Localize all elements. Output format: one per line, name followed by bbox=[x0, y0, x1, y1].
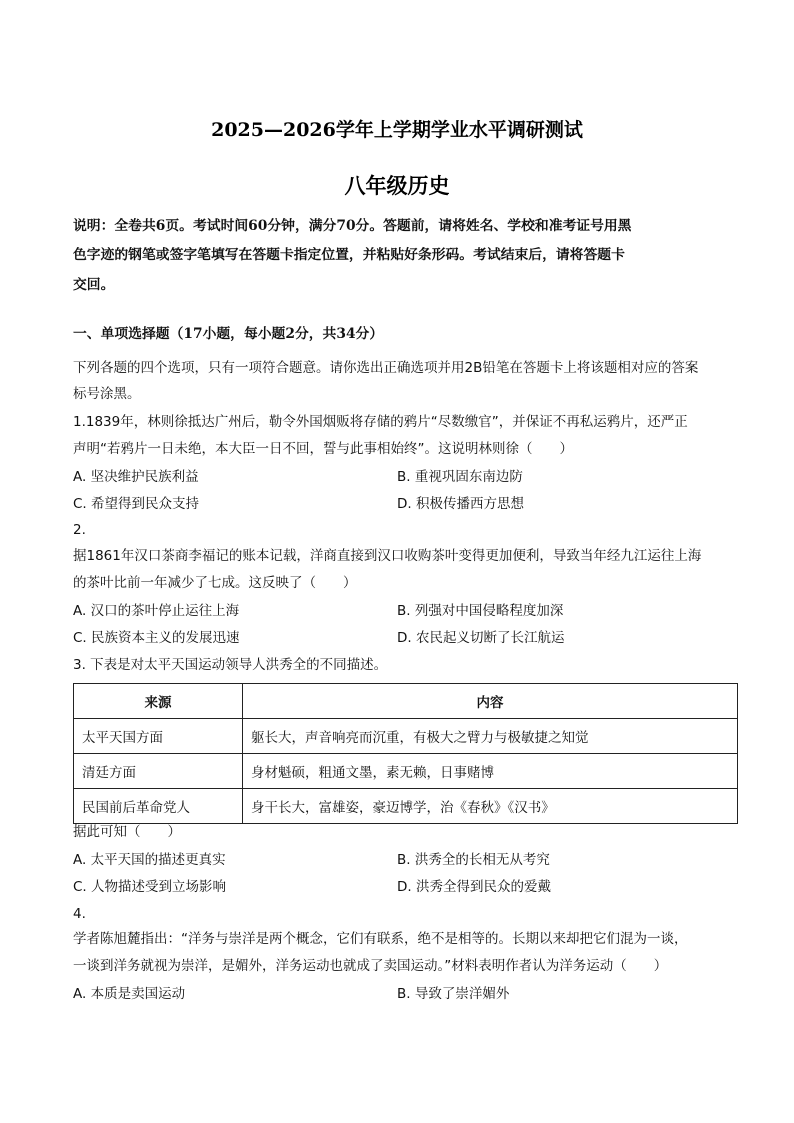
question-4-option-a: A. 本质是卖国运动 bbox=[73, 986, 186, 1002]
table-header-source: 来源 bbox=[74, 684, 243, 719]
question-2-option-b: B. 列强对中国侵略程度加深 bbox=[397, 603, 564, 619]
table-cell-source: 民国前后革命党人 bbox=[74, 789, 243, 824]
question-3-option-b: B. 洪秀全的长相无从考究 bbox=[397, 852, 550, 868]
question-3-option-d: D. 洪秀全得到民众的爱戴 bbox=[397, 879, 551, 895]
instructions-line-1: 说明：全卷共6页。考试时间60分钟，满分70分。答题前，请将姓名、学校和准考证号用黑 bbox=[73, 218, 632, 234]
question-2-option-d: D. 农民起义切断了长江航运 bbox=[397, 630, 565, 646]
table-cell-content: 身干长大，富雄姿，豪迈博学，治《春秋》《汉书》 bbox=[243, 789, 738, 824]
question-3-text: 3. 下表是对太平天国运动领导人洪秀全的不同描述。 bbox=[73, 657, 388, 673]
table-cell-content: 身材魁硕，粗通文墨，素无赖，日事赌博 bbox=[243, 754, 738, 789]
question-1-option-d: D. 积极传播西方思想 bbox=[397, 496, 524, 512]
table-row bbox=[74, 754, 738, 789]
table-row bbox=[74, 719, 738, 754]
question-4-number: 4. bbox=[73, 906, 86, 922]
question-3-option-a: A. 太平天国的描述更真实 bbox=[73, 852, 226, 868]
question-1-text-line-2: 声明“若鸦片一日未绝，本大臣一日不回，誓与此事相始终”。这说明林则徐（ ） bbox=[73, 441, 573, 457]
question-1-option-a: A. 坚决维护民族利益 bbox=[73, 469, 199, 485]
question-1-option-c: C. 希望得到民众支持 bbox=[73, 496, 200, 512]
question-4-option-b: B. 导致了崇洋媚外 bbox=[397, 986, 510, 1002]
table-cell-source: 太平天国方面 bbox=[74, 719, 243, 754]
question-2-option-a: A. 汉口的茶叶停止运往上海 bbox=[73, 603, 240, 619]
table-cell-content: 躯长大，声音响亮而沉重，有极大之臂力与极敏捷之知觉 bbox=[243, 719, 738, 754]
table-cell-source: 清廷方面 bbox=[74, 754, 243, 789]
question-2-number: 2. bbox=[73, 522, 86, 538]
question-1-option-b: B. 重视巩固东南边防 bbox=[397, 469, 523, 485]
exam-subject: 八年级历史 bbox=[344, 173, 450, 198]
question-3-option-c: C. 人物描述受到立场影响 bbox=[73, 879, 227, 895]
table-row bbox=[74, 789, 738, 824]
section-intro-line-1: 下列各题的四个选项，只有一项符合题意。请你选出正确选项并用2B铅笔在答题卡上将该题相对应的答案 bbox=[73, 360, 699, 376]
table-header-content: 内容 bbox=[243, 684, 738, 719]
instructions-line-3: 交回。 bbox=[73, 277, 115, 293]
section-heading: 一、单项选择题（17小题，每小题2分，共34分） bbox=[73, 326, 384, 342]
question-2-text-line-2: 的茶叶比前一年减少了七成。这反映了（ ） bbox=[73, 575, 357, 591]
question-4-text-line-2: 一谈到洋务就视为崇洋，是媚外，洋务运动也就成了卖国运动。”材料表明作者认为洋务运动（ ） bbox=[73, 958, 668, 974]
question-3-prompt: 据此可知（ ） bbox=[73, 824, 181, 840]
exam-title: 2025—2026学年上学期学业水平调研测试 bbox=[211, 119, 583, 141]
question-4-text-line-1: 学者陈旭麓指出：“洋务与崇洋是两个概念，它们有联系，绝不是相等的。长期以来却把它们混为一谈， bbox=[73, 931, 688, 947]
instructions-line-2: 色字迹的钢笔或签字笔填写在答题卡指定位置，并粘贴好条形码。考试结束后，请将答题卡 bbox=[73, 247, 625, 263]
section-intro-line-2: 标号涂黑。 bbox=[73, 386, 141, 402]
description-table bbox=[73, 683, 738, 824]
table-header-row bbox=[74, 684, 738, 719]
question-1-text-line-1: 1.1839年，林则徐抵达广州后，勒令外国烟贩将存储的鸦片“尽数缴官”，并保证不再私运鸦片，还严正 bbox=[73, 414, 688, 430]
question-2-text-line-1: 据1861年汉口茶商李福记的账本记载，洋商直接到汉口收购茶叶变得更加便利，导致当年经九江运往上海 bbox=[73, 548, 702, 564]
question-2-option-c: C. 民族资本主义的发展迅速 bbox=[73, 630, 240, 646]
